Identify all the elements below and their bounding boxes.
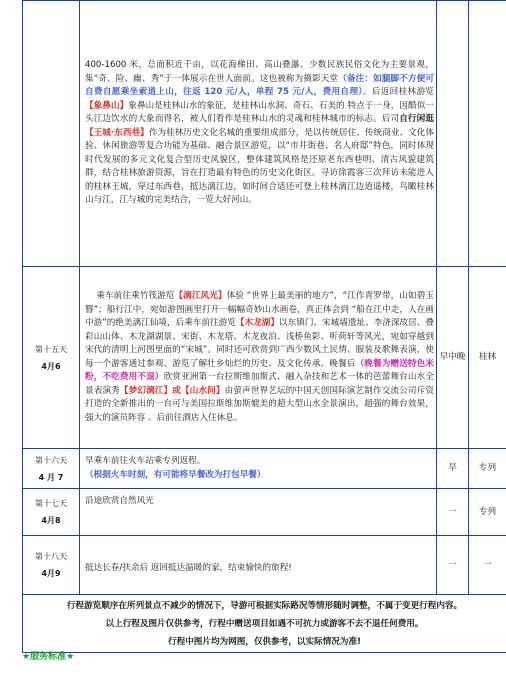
activity-description (80, 489, 437, 536)
itinerary-row-day16 (23, 449, 506, 489)
day-date: 4月9 (41, 569, 61, 578)
itinerary-row-continued (23, 1, 506, 267)
itinerary-row-day18 (23, 536, 506, 595)
hotel-cell: 桂林 (469, 267, 506, 449)
activity-text: 欣赏亚洲第一台拉斯维加斯式、融入杂技和艺术一体的芭蕾舞台山水全景表演秀 (85, 372, 434, 396)
activity-text: 体验 “世界上最美丽的地方”，“江作青罗带，山如碧玉簪”；船行江中，宛如游图画里打开一幅幅奇妙山水画卷，真正体会到 “船在江中走，人在画中游”的绝美漓江仙境，后乘车前往游览 (85, 291, 434, 328)
day-number: 第十六天 (35, 455, 67, 465)
day-date: 4月8 (41, 516, 61, 525)
itinerary-row-day15 (23, 267, 506, 449)
meal-cell: 早中晚 (437, 267, 469, 449)
day-cell (23, 536, 80, 595)
free-stroll-label: 自行闲逛 (399, 114, 434, 125)
dinner-note: （晚餐为赠送特色米粉，不吃费用不退） (85, 358, 434, 382)
meal-cell: 一 (437, 536, 469, 595)
or-text: 或 (172, 385, 181, 396)
activity-text: 抵达长春/扶余后 返回抵达温暖的家，结束愉快的旅程! (85, 563, 292, 574)
cable-car-note: （备注：如腿脚不方便可自费自愿乘坐索道上山，往返 120 元/人，单程 75 元/人，费用自理） (85, 73, 434, 98)
show-dream-lijiang: 【梦幻漓江】 (119, 385, 173, 396)
breakfast-note: （根据火车时刻，有可能将早餐改为打包早餐） (85, 469, 266, 480)
day-cell (23, 1, 80, 267)
activity-text: 早乘车前往火车站乘专列返程。 (85, 456, 206, 466)
attraction-elephant-trunk-hill: 【象鼻山】 (85, 100, 129, 111)
hotel-cell (469, 1, 506, 267)
attraction-lijiang-scenery: 【漓江风光】 (174, 291, 227, 301)
activity-text: 沿途欣赏自然风光 (85, 496, 154, 506)
itinerary-table (22, 0, 506, 653)
note-line: 行程中图片均为网图，仅供参考，以实际情况为准! (168, 636, 361, 647)
notes-row (23, 595, 506, 653)
activity-text: 。后返回桂林游览 (362, 87, 434, 98)
day-number: 第十八天 (35, 552, 67, 561)
note-line: 行程游览顺序在所列景点不减少的情况下，导游可根据实际路况等情形随时调整，不属于变更行程内容。 (66, 600, 463, 611)
day-cell (23, 489, 80, 536)
note-line: 以上行程及图片仅供参考，行程中赠送项目如遇不可抗力或游客不去不退任何费用。 (105, 618, 424, 629)
activity-text: 由萤声世界艺坛的中国天创国际演艺制作交流公司斥资打造的全新推出的一台可与美国拉斯维加斯媲美的超大型山水全景演出，超强的舞台效果，强大的演员阵容 。后前往酒店入住休息。 (85, 385, 434, 423)
notes-cell (23, 595, 506, 653)
day-date: 4 月 7 (38, 472, 64, 482)
activity-description (80, 1, 437, 267)
activity-description (80, 449, 437, 489)
activity-text: 乘车前往乘竹筏游览 (96, 291, 175, 301)
attraction-wangcheng-dongxixiang: 【王城·东西巷】 (85, 127, 149, 138)
activity-text: 以东镇门、宋城墙遗址、李济深故居、叠彩山山体、木龙湖湖景、宋街、木龙塔、木龙夜泊、浅桥鱼影、听荷轩等风光，宛如穿越到宋代的清明上河图里面的“宋城”。同时还可欣赏到广西少数风土民情、服装及歌舞表演，使每一个游客通过参观、游览了解壮乡灿烂的历史、及文化传承。晚餐后 (85, 318, 434, 369)
attraction-mulong-lake: 【木龙湖】 (235, 318, 279, 328)
meal-cell: 早 (437, 449, 469, 489)
day-cell (23, 267, 80, 449)
itinerary-row-day17 (23, 489, 506, 536)
activity-text: 作为桂林历史文化名城的重要组成部分，是以传统居住、传统商业、文化体验、休闲旅游等复合功能为基础、融合景区游览，以“市井街巷、名人府邸”特色，同时体现时代发展的多元文化复合型历史风貌区，整体建筑风格是还原老东西巷明、清古风貌建筑群，结合桂林旅游资源，旨在打造最有特色的历史文化街区。寻访徐霞客三次拜访未能进入的桂林王城，穿过东西巷，抵达漓江边，如时间合适还可登上桂林漓江边逍遥楼，鸟瞰桂林山与江，江与城的完美结合，一览大好河山。 (85, 127, 434, 206)
activity-text: 象鼻山是桂林山水的象征，是桂林山水洞、奇石、石美的 特点于一身，因酷似一头江边饮水的大象而得名，被人们看作是桂林山水的灵魂和桂林城市的标志。后司 (85, 100, 434, 125)
hotel-cell: 专列 (469, 489, 506, 536)
section-title-service-standard: ★服务标准★ (22, 652, 75, 662)
day-number: 第十五天 (35, 344, 67, 354)
activity-description (80, 536, 437, 595)
meal-cell (437, 1, 469, 267)
hotel-cell: 一 (469, 536, 506, 595)
day-cell (23, 449, 80, 489)
activity-description (80, 267, 437, 449)
hotel-cell: 专列 (469, 449, 506, 489)
show-shanshuijian: 【山水间】 (181, 385, 225, 396)
meal-cell: 一 (437, 489, 469, 536)
day-date: 4月6 (41, 361, 61, 371)
day-number: 第十七天 (35, 499, 67, 508)
activity-text: 400-1600 米，总面积近千亩，以花海梯田、高山叠瀑、少数民族民俗文化为主要景观，集“奇、险、幽、秀”于一体展示在世人面前。这也被称为摄影天堂 (85, 60, 434, 84)
